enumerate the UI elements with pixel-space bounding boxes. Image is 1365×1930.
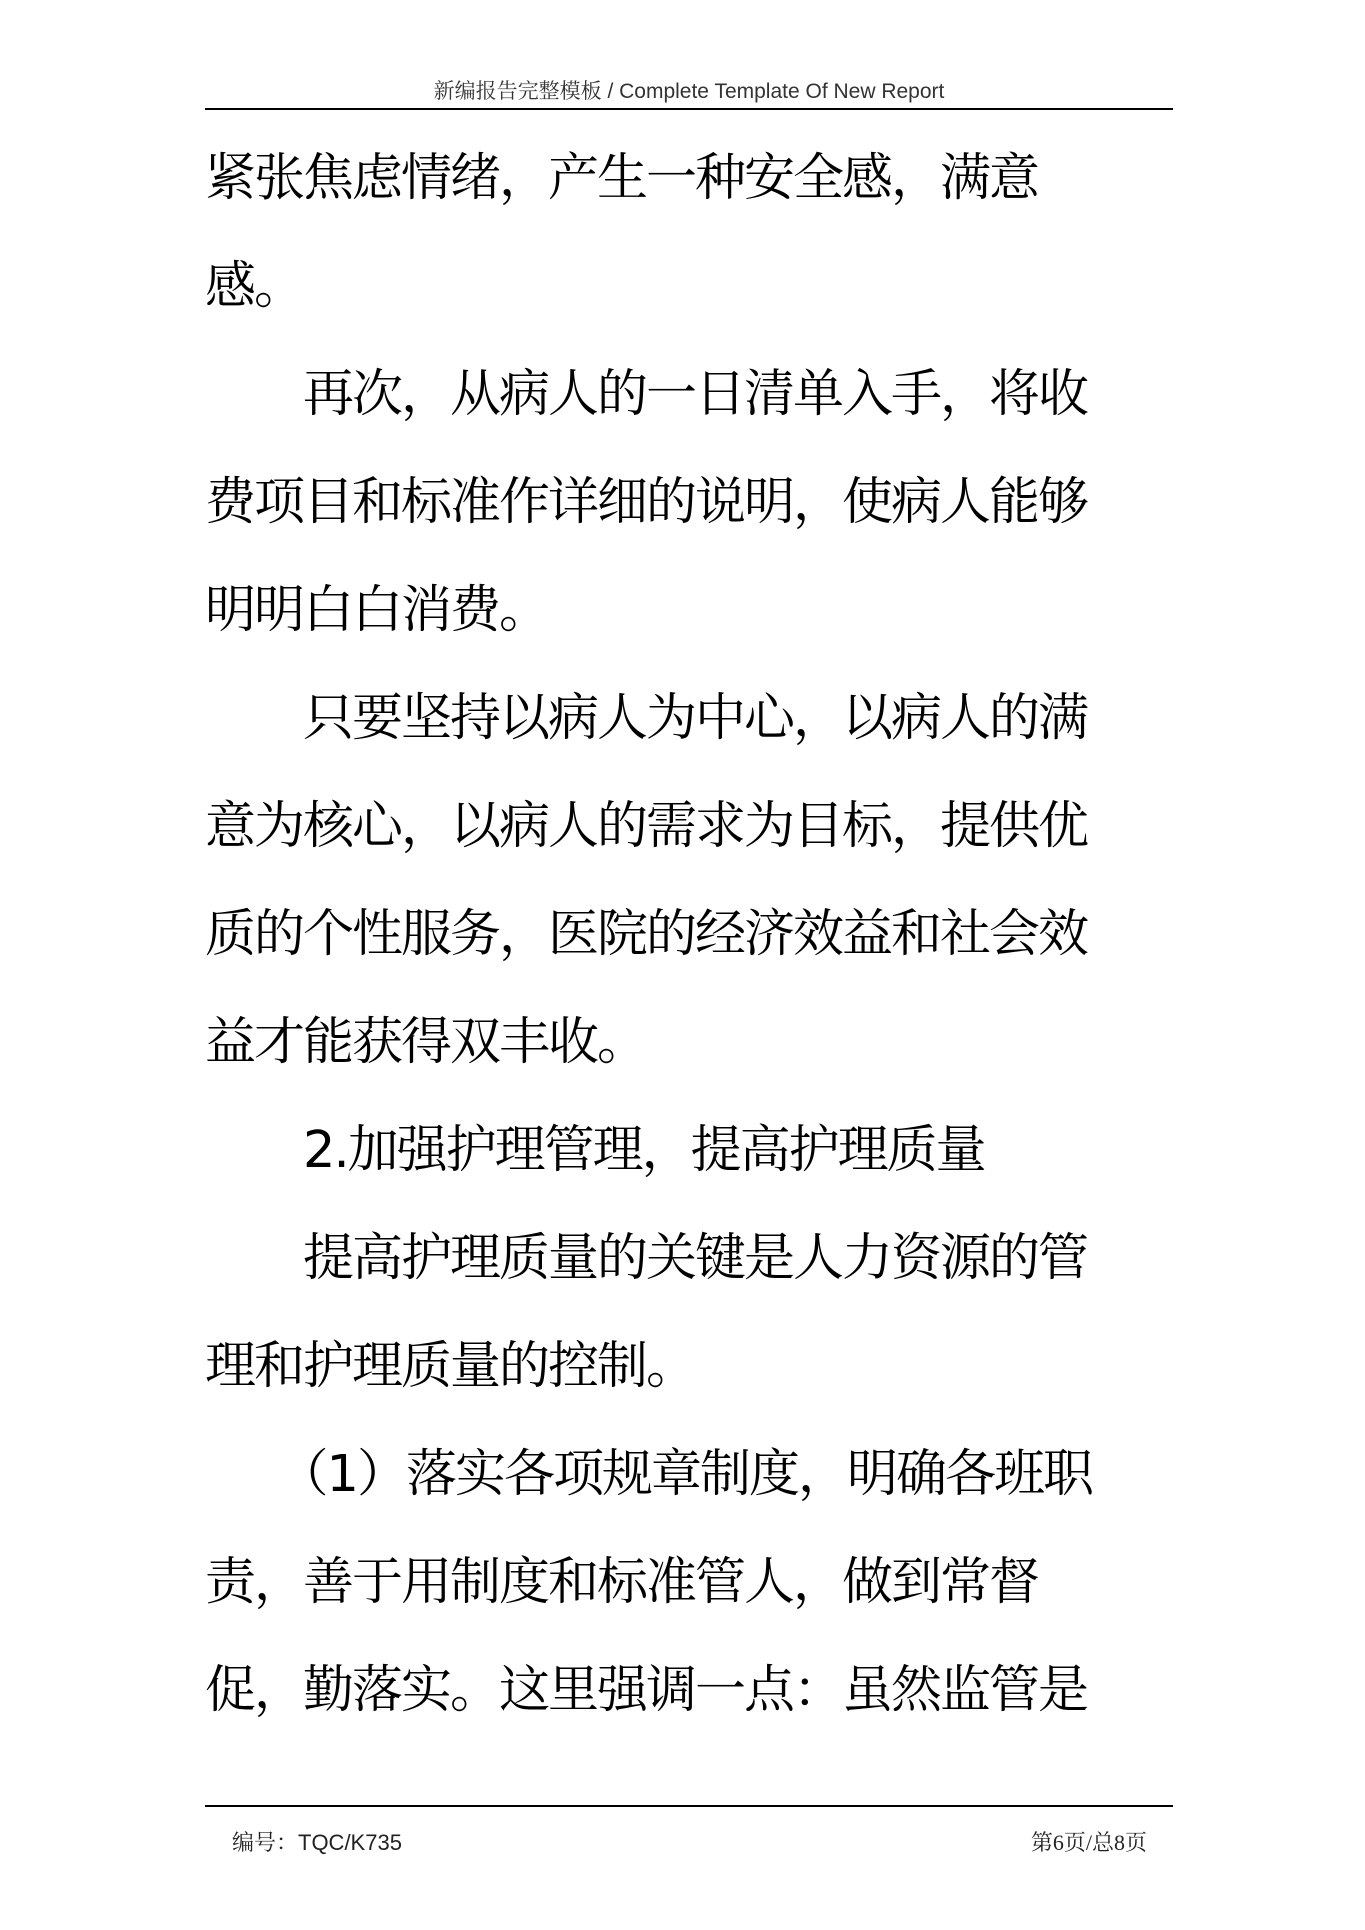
body-line: （1）落实各项规章制度，明确各班职 (205, 1445, 1092, 1504)
body-line: 再次，从病人的一日清单入手，将收 (205, 365, 1088, 424)
section-heading: 2.加强护理管理，提高护理质量 (205, 1121, 985, 1180)
document-number: 编号：TQC/K735 (232, 1830, 402, 1855)
document-body (205, 125, 1165, 1745)
body-line: 费项目和标准作详细的说明，使病人能够 (205, 473, 1088, 532)
header-title: 新编报告完整模板 / Complete Template Of New Report (433, 80, 945, 103)
body-line: 责，善于用制度和标准管人，做到常督 (205, 1553, 1039, 1612)
body-line: 明明白白消费。 (205, 581, 549, 640)
body-line: 感。 (205, 257, 304, 316)
footer-divider (205, 1805, 1173, 1807)
page-number: 第6页/总8页 (1030, 1830, 1147, 1855)
body-line: 益才能获得双丰收。 (205, 1013, 647, 1072)
page-header (205, 78, 1173, 110)
body-line: 只要坚持以病人为中心，以病人的满 (205, 689, 1088, 748)
body-line: 质的个性服务，医院的经济效益和社会效 (205, 905, 1088, 964)
body-line: 紧张焦虑情绪，产生一种安全感，满意 (205, 149, 1039, 208)
body-line: 意为核心，以病人的需求为目标，提供优 (205, 797, 1088, 856)
body-line: 提高护理质量的关键是人力资源的管 (205, 1229, 1088, 1288)
body-line: 促，勤落实。这里强调一点：虽然监管是 (205, 1661, 1088, 1720)
body-line: 理和护理质量的控制。 (205, 1337, 696, 1396)
